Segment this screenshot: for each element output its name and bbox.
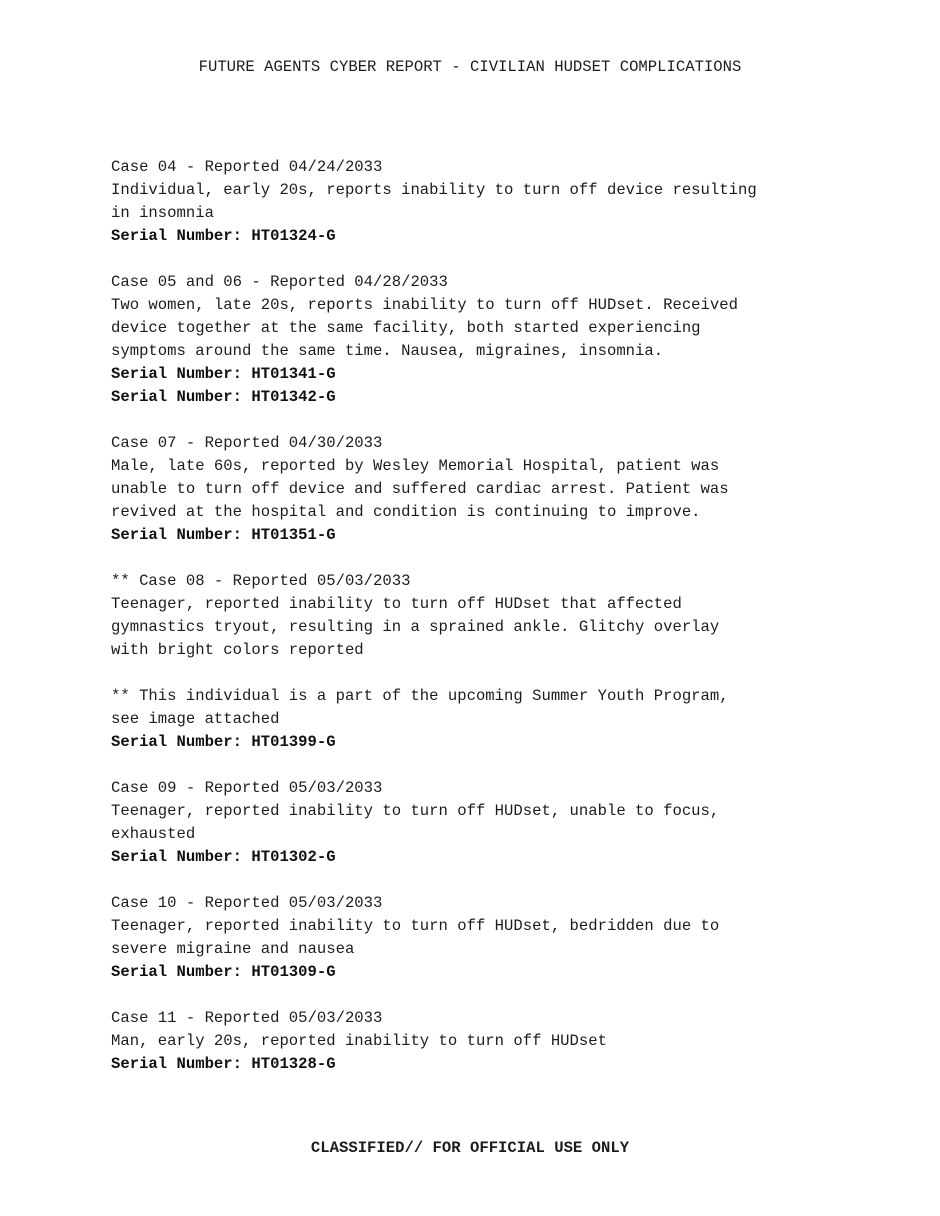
serial-number: Serial Number: HT01324-G (111, 227, 336, 245)
serial-number: Serial Number: HT01342-G (111, 388, 336, 406)
spacer-line (111, 662, 891, 685)
case-description-line: Teenager, reported inability to turn off HUDset that affected (111, 595, 682, 613)
case-note-line: see image attached (111, 710, 280, 728)
case-description-line: Teenager, reported inability to turn off HUDset, bedridden due to (111, 917, 720, 935)
report-title: FUTURE AGENTS CYBER REPORT - CIVILIAN HUDSET COMPLICATIONS (198, 58, 742, 76)
case-description-line: Male, late 60s, reported by Wesley Memorial Hospital, patient was (111, 457, 720, 475)
case-entry-07 (111, 432, 891, 547)
case-heading: Case 09 - Reported 05/03/2033 (111, 779, 383, 797)
case-heading: Case 11 - Reported 05/03/2033 (111, 1009, 383, 1027)
case-description-line: unable to turn off device and suffered cardiac arrest. Patient was (111, 480, 729, 498)
case-heading: Case 04 - Reported 04/24/2033 (111, 158, 383, 176)
case-description-line: symptoms around the same time. Nausea, migraines, insomnia. (111, 342, 664, 360)
case-description-line: exhausted (111, 825, 196, 843)
case-description-line: Teenager, reported inability to turn off HUDset, unable to focus, (111, 802, 720, 820)
classification-footer: CLASSIFIED// FOR OFFICIAL USE ONLY (310, 1139, 630, 1157)
case-list (111, 156, 891, 1099)
serial-number: Serial Number: HT01399-G (111, 733, 336, 751)
serial-number: Serial Number: HT01341-G (111, 365, 336, 383)
case-description-line: gymnastics tryout, resulting in a sprained ankle. Glitchy overlay (111, 618, 720, 636)
case-description-line: revived at the hospital and condition is continuing to improve. (111, 503, 701, 521)
serial-number: Serial Number: HT01328-G (111, 1055, 336, 1073)
case-description-line: Individual, early 20s, reports inability to turn off device resulting (111, 181, 757, 199)
case-description-line: severe migraine and nausea (111, 940, 355, 958)
serial-number: Serial Number: HT01309-G (111, 963, 336, 981)
case-entry-10 (111, 892, 891, 984)
case-heading: Case 10 - Reported 05/03/2033 (111, 894, 383, 912)
case-description-line: with bright colors reported (111, 641, 364, 659)
case-heading: Case 05 and 06 - Reported 04/28/2033 (111, 273, 448, 291)
case-entry-09 (111, 777, 891, 869)
case-description-line: device together at the same facility, both started experiencing (111, 319, 701, 337)
case-description-line: in insomnia (111, 204, 214, 222)
serial-number: Serial Number: HT01302-G (111, 848, 336, 866)
case-description-line: Man, early 20s, reported inability to turn off HUDset (111, 1032, 607, 1050)
case-entry-11 (111, 1007, 891, 1076)
serial-number: Serial Number: HT01351-G (111, 526, 336, 544)
case-entry-08 (111, 570, 891, 754)
case-description-line: Two women, late 20s, reports inability to turn off HUDset. Received (111, 296, 738, 314)
case-heading: ** Case 08 - Reported 05/03/2033 (111, 572, 411, 590)
case-entry-04 (111, 156, 891, 248)
case-note-line: ** This individual is a part of the upcoming Summer Youth Program, (111, 687, 729, 705)
case-heading: Case 07 - Reported 04/30/2033 (111, 434, 383, 452)
case-entry-05-06 (111, 271, 891, 409)
